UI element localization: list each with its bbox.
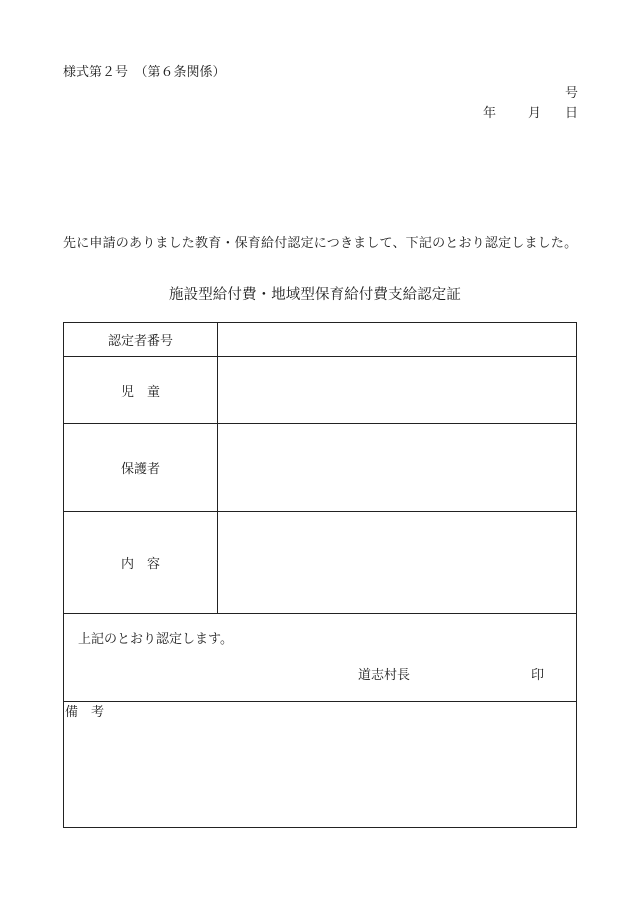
row-value-child xyxy=(218,357,576,423)
date-month-label: 月 xyxy=(528,105,542,120)
certification-statement: 上記のとおり認定します。 xyxy=(78,631,233,646)
intro-text: 先に申請のありました教育・保育給付認定につきまして、下記のとおり認定しました。 xyxy=(63,235,578,250)
certificate-table xyxy=(63,322,577,828)
remarks-label: 備 考 xyxy=(65,704,105,719)
date-year-label: 年 xyxy=(483,105,497,120)
remarks-section xyxy=(64,701,576,827)
document-number-label: 号 xyxy=(565,85,579,100)
certification-section xyxy=(64,613,576,701)
row-value-guardian xyxy=(218,424,576,511)
table-row-content xyxy=(64,511,576,613)
row-label-certified-number: 認定者番号 xyxy=(64,323,218,356)
row-label-guardian: 保護者 xyxy=(64,424,218,511)
form-number: 様式第２号 （第６条関係） xyxy=(63,64,226,79)
table-row-child xyxy=(64,356,576,423)
row-value-content xyxy=(218,512,576,613)
date-day-label: 日 xyxy=(565,105,579,120)
row-label-child: 児 童 xyxy=(64,357,218,423)
issuer-name: 道志村長 xyxy=(358,667,411,682)
row-label-content: 内 容 xyxy=(64,512,218,613)
table-row-guardian xyxy=(64,423,576,511)
table-row-certified-number xyxy=(64,323,576,356)
seal-mark: 印 xyxy=(531,667,545,682)
row-value-certified-number xyxy=(218,323,576,356)
certificate-title: 施設型給付費・地域型保育給付費支給認定証 xyxy=(169,287,461,303)
